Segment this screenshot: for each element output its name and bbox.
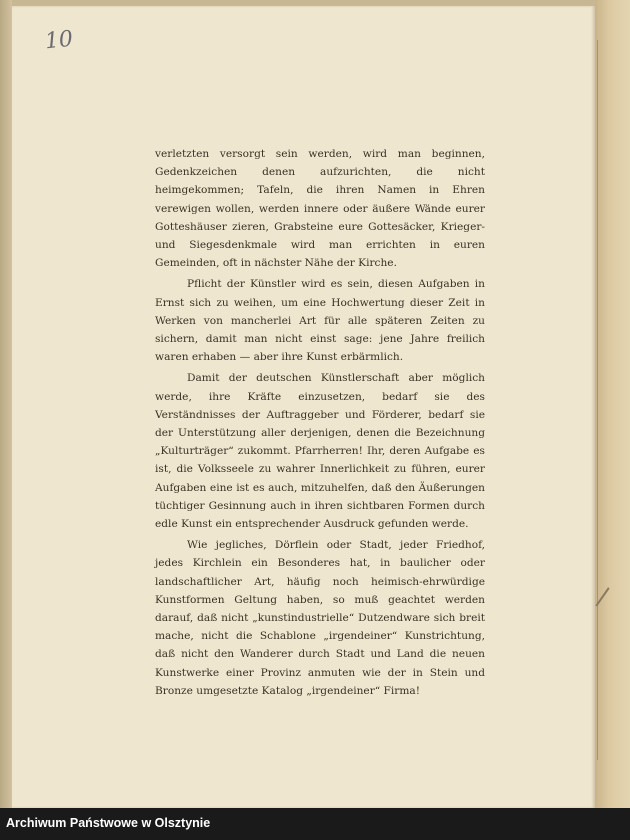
scan-left-edge (0, 0, 12, 808)
paragraph-4: Wie jegliches, Dörflein oder Stadt, jeder Friedhof, jedes Kirchlein ein Besonderes hat, in baulicher oder landschaftlicher Art, häufig noch heimisch-ehrwürdige Kunstformen Geltung haben, so muß geachtet werden darauf, daß nicht „kunstindustrielle“ Dutzendware sich breit mache, nicht die Schablone „irgendeiner“ Kunstrichtung, daß nicht den Wanderer durch Stadt und Land die neuen Kunstwerke einer Provinz anmuten wie der in Stein und Bronze umgesetzte Katalog „irgendeiner“ Firma! (155, 539, 485, 697)
adjacent-page-edge (595, 0, 630, 808)
paragraph-3: Damit der deutschen Künstlerschaft aber möglich werde, ihre Kräfte einzusetzen, bedarf sie des Verständnisses der Auftraggeber und Förderer, bedarf sie der Unterstützung aller derjenigen, denen die Bezeichnung „Kulturträger“ zukommt. Pfarrherren! Ihr, deren Aufgabe es ist, die Volksseele zu wahrer Innerlichkeit zu führen, eurer Aufgaben eine ist es auch, mitzuhelfen, daß den Äußerungen tüchtiger Gesinnung auch in ihren sichtbaren Formen durch edle Kunst ein entsprechender Ausdruck gefunden werde. (155, 372, 485, 531)
archive-footer-bar (0, 808, 630, 840)
body-text (155, 145, 485, 703)
folio-number: 10 (43, 26, 75, 55)
paragraph-1: verletzten versorgt sein werden, wird man beginnen, Gedenkzeichen denen aufzurichten, die nicht heimgekommen; Tafeln, die ihren Namen in Ehren verewigen wollen, werden innere oder äußere Wände eurer Gotteshäuser zieren, Grabsteine eure Gottesäcker, Krieger- und Siegesdenkmale wird man errichten in euren Gemeinden, oft in nächster Nähe der Kirche. (155, 148, 485, 270)
page-fold-line (597, 40, 598, 760)
archive-name: Archiwum Państwowe w Olsztynie (6, 816, 211, 830)
paragraph-2: Pflicht der Künstler wird es sein, diesen Aufgaben in Ernst sich zu weihen, um eine Hochwertung dieser Zeit in Werken von mancherlei Art für alle späteren Zeiten zu sichern, damit man nicht einst sage: jene Jahre freilich waren erhaben — aber ihre Kunst erbärmlich. (155, 278, 485, 364)
